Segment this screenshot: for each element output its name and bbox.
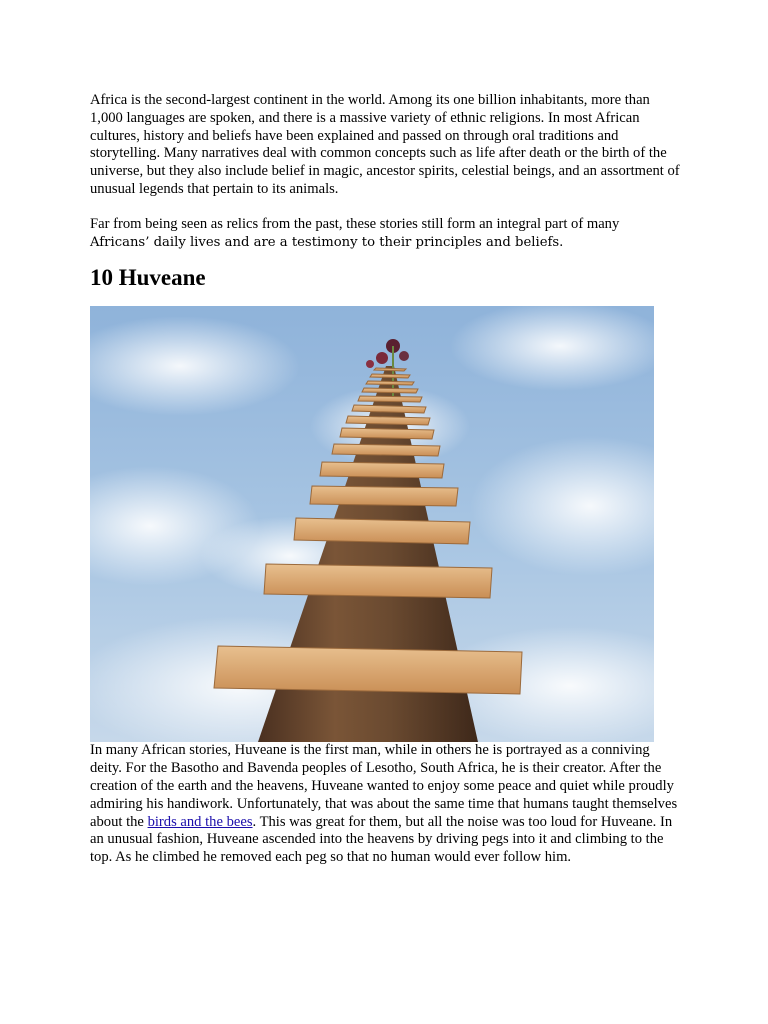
huveane-ladder-image xyxy=(90,306,654,742)
birds-and-bees-link[interactable]: birds and the bees xyxy=(147,813,253,830)
section-heading: 10 Huveane xyxy=(90,265,206,291)
huveane-story-paragraph xyxy=(90,742,682,867)
story-text-before-link: In many African stories, Huveane is the first man, while in others he is portrayed as a conniving deity. For the Basotho and Bavenda peoples of Lesotho, South Africa, he is their creator. After the creation of the earth and the heavens, Huveane wanted to enjoy some peace and quiet while proudly admiring his handiwork. Unfortunately, that was about the same time that humans taught themselves about the xyxy=(90,742,678,830)
relics-paragraph xyxy=(90,216,682,252)
relics-text-part-1: Far from being seen as relics from the past, these stories still form an integral part of many xyxy=(90,215,620,232)
story-text-after-link: . This was great for them, but all the noise was too loud for Huveane. In an unusual fashion, Huveane ascended into the heavens by driving pegs into it and climbing to the top. As he climbed he removed each peg so that no human would ever follow him. xyxy=(90,813,673,866)
relics-text-part-2: Africans’ daily lives and are a testimony to their principles and beliefs. xyxy=(90,234,564,250)
intro-paragraph: Africa is the second-largest continent in the world. Among its one billion inhabitants, more than 1,000 languages are spoken, and there is a massive variety of ethnic religions. In most African cultures, history and beliefs have been explained and passed on through oral traditions and storytelling. Many narratives deal with common concepts such as life after death or the birth of the universe, but they also include belief in magic, ancestor spirits, celestial beings, and an assortment of unusual legends that pertain to its animals. xyxy=(90,92,680,197)
article-body xyxy=(90,92,682,867)
